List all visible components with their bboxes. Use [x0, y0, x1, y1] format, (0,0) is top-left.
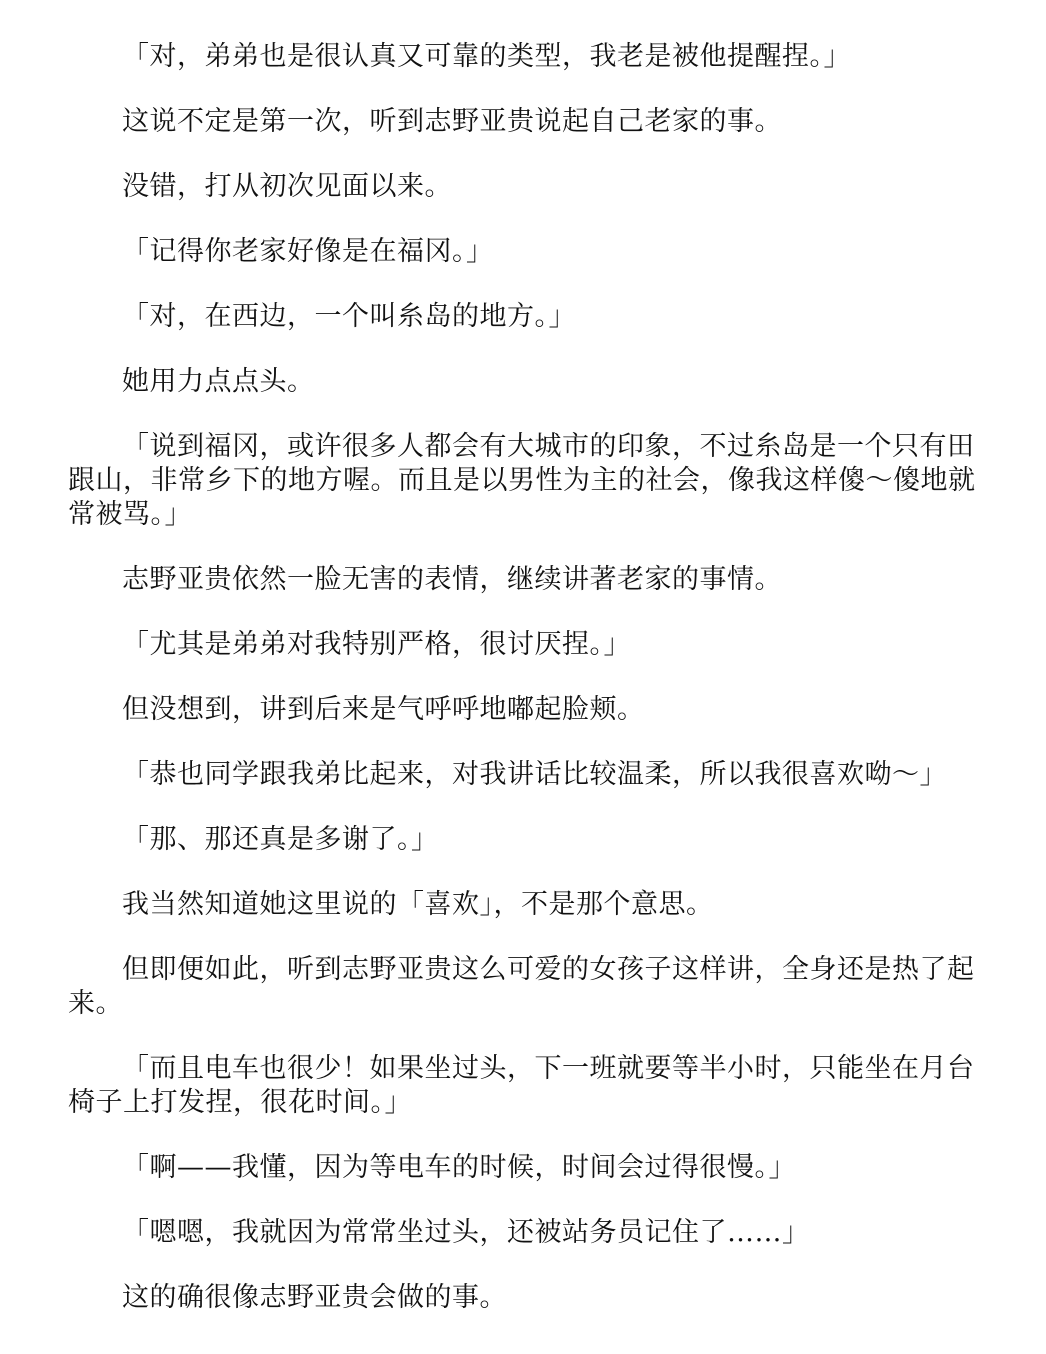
paragraph: 「对，在西边，一个叫糸岛的地方。」 — [122, 301, 576, 332]
paragraph: 这的确很像志野亚贵会做的事。 — [122, 1282, 507, 1313]
paragraph: 但没想到，讲到后来是气呼呼地嘟起脸颊。 — [122, 694, 645, 725]
paragraph: 「嗯嗯，我就因为常常坐过头，还被站务员记住了……」 — [122, 1217, 810, 1248]
paragraph: 「啊——我懂，因为等电车的时候，时间会过得很慢。」 — [122, 1152, 796, 1183]
paragraph: 但即便如此，听到志野亚贵这么可爱的女孩子这样讲，全身还是热了起来。 — [68, 954, 975, 1019]
paragraph: 这说不定是第一次，听到志野亚贵说起自己老家的事。 — [122, 106, 782, 137]
document-page — [68, 40, 978, 1346]
paragraph: 「而且电车也很少！如果坐过头，下一班就要等半小时，只能坐在月台椅子上打发捏，很花时间。」 — [68, 1053, 975, 1118]
paragraph: 「恭也同学跟我弟比起来，对我讲话比较温柔，所以我很喜欢呦～」 — [122, 759, 947, 790]
paragraph: 「对，弟弟也是很认真又可靠的类型，我老是被他提醒捏。」 — [122, 41, 851, 72]
paragraph: 「那、那还真是多谢了。」 — [122, 824, 439, 855]
paragraph: 「记得你老家好像是在福冈。」 — [122, 236, 494, 267]
paragraph: 志野亚贵依然一脸无害的表情，继续讲著老家的事情。 — [122, 564, 782, 595]
paragraph: 「说到福冈，或许很多人都会有大城市的印象，不过糸岛是一个只有田跟山，非常乡下的地方喔。而且是以男性为主的社会，像我这样傻～傻地就常被骂。」 — [68, 431, 976, 530]
paragraph: 我当然知道她这里说的「喜欢」，不是那个意思。 — [122, 889, 714, 920]
paragraph: 没错，打从初次见面以来。 — [122, 171, 452, 202]
paragraph: 「尤其是弟弟对我特别严格，很讨厌捏。」 — [122, 629, 631, 660]
paragraph: 她用力点点头。 — [122, 366, 315, 397]
